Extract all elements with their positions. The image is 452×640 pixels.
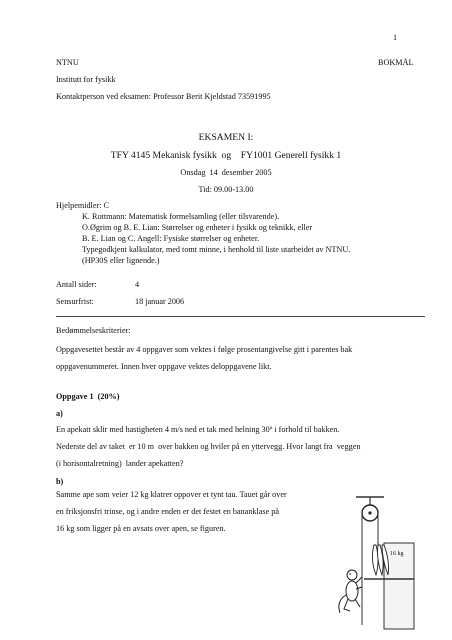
task1-a-text-line: En apekatt sklir med hastigheten 4 m/s ned et tak med helning 30º i forhold til bakken. bbox=[56, 425, 340, 434]
exam-time: Tid: 09.00-13.00 bbox=[198, 185, 254, 194]
figure-mass-label: 16 kg bbox=[390, 551, 404, 557]
task1-b-text-line: Samme ape som veier 12 kg klatrer oppover et tynt tau. Tauet går over bbox=[56, 490, 287, 499]
language-label: BOKMÅL bbox=[378, 58, 414, 67]
task1-a-label: a) bbox=[56, 409, 63, 418]
aids-item: K. Rottmann: Matematisk formelsamling (eller tilsvarende). bbox=[82, 212, 280, 221]
task1-b-text-line: 16 kg som ligger på en avsats over apen, se figuren. bbox=[56, 524, 226, 533]
exam-course: TFY 4145 Mekanisk fysikk og FY1001 Generell fysikk 1 bbox=[110, 150, 342, 161]
grading-deadline-value: 18 januar 2006 bbox=[135, 297, 185, 306]
aids-item: (HP30S eller lignende.) bbox=[82, 256, 160, 265]
criteria-text-line: Oppgavesettet består av 4 oppgaver som vektes i følge prosentangivelse gitt i parentes bak bbox=[56, 345, 353, 354]
aids-item: B. E. Lian og C. Angell: Fysiske størrelser og enheter. bbox=[82, 234, 260, 243]
exam-date: Onsdag 14 desember 2005 bbox=[180, 168, 272, 177]
task1-b-label: b) bbox=[56, 477, 64, 486]
exam-title: EKSAMEN I: bbox=[198, 132, 254, 143]
aids-item: Typegodkjent kalkulator, med tomt minne, i henhold til liste utarbeidet av NTNU. bbox=[82, 245, 351, 254]
criteria-heading: Bedømmelseskriterier: bbox=[56, 326, 131, 335]
contact-person: Kontaktperson ved eksamen: Professor Berit Kjeldstad 73591995 bbox=[56, 92, 271, 101]
criteria-text-line: oppgavenummeret. Innen hver oppgave vektes deloppgavene likt. bbox=[56, 362, 272, 371]
aids-item: O.Øgrim og B. E. Lian: Størrelser og enheter i fysikk og teknikk, eller bbox=[82, 223, 313, 232]
page-number: 1 bbox=[393, 33, 398, 42]
task1-heading: Oppgave 1 (20%) bbox=[56, 392, 120, 401]
monkey-icon bbox=[339, 570, 362, 613]
pulley-axle bbox=[368, 511, 371, 514]
monkey-pulley-illustration bbox=[322, 483, 420, 631]
grading-deadline-label: Sensurfrist: bbox=[56, 297, 94, 306]
task1-b-text-line: en friksjonsfri trinse, og i andre enden er det festet en bananklase på bbox=[56, 507, 280, 516]
pages-label: Antall sider: bbox=[56, 280, 97, 289]
divider-line bbox=[56, 316, 425, 317]
task1-a-text-line: (i horisontalretning) lander apekatten? bbox=[56, 459, 184, 468]
aids-label: Hjelpemidler: C bbox=[56, 201, 109, 210]
org-name: NTNU bbox=[56, 58, 79, 67]
monkey-pulley-figure bbox=[322, 483, 420, 631]
pages-value: 4 bbox=[135, 280, 140, 289]
task1-a-text-line: Nederste del av taket er 10 m over bakken og hviler på en yttervegg. Hvor langt fra veggen bbox=[56, 442, 361, 451]
institute-name: Institutt for fysikk bbox=[56, 75, 116, 84]
